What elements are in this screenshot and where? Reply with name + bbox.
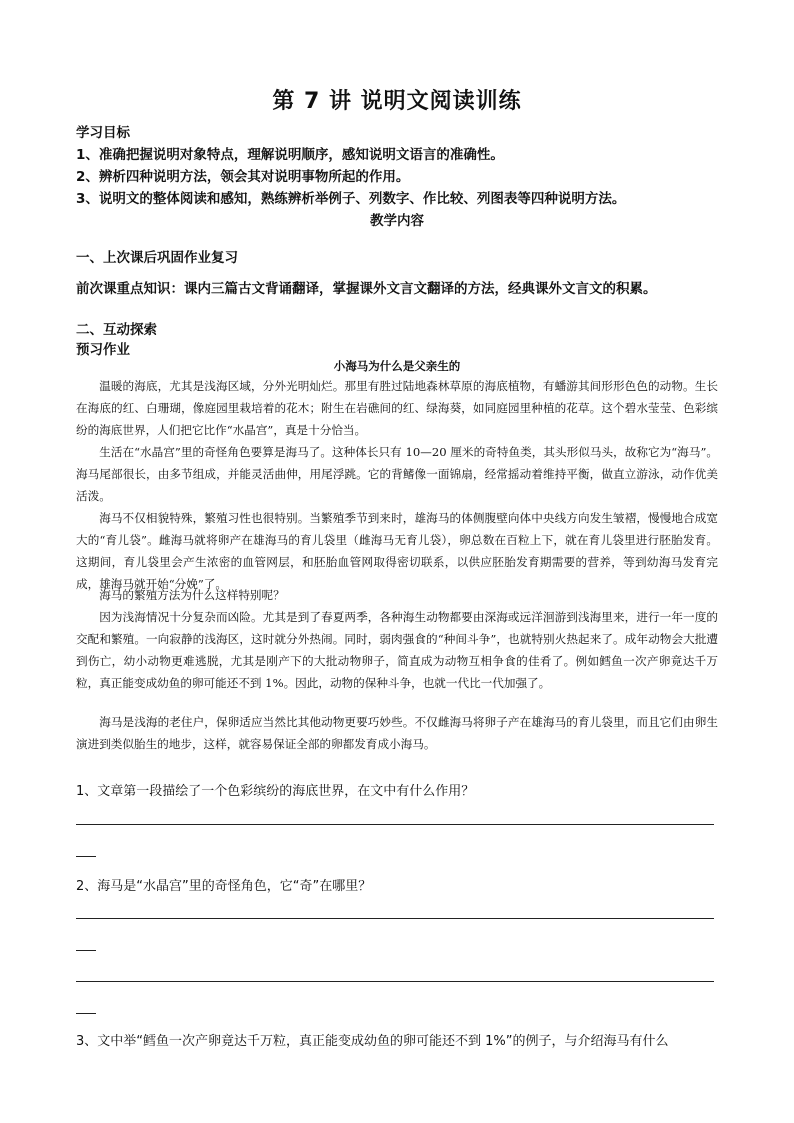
goal-item-1: 1、准确把握说明对象特点，理解说明顺序，感知说明文语言的准确性。 [76,147,504,163]
article-paragraph-2: 生活在“水晶宫”里的奇怪角色要算是海马了。这种体长只有 10—20 厘米的奇特鱼类，其头形似马头，故称它为“海马”。海马尾部很长，由多节组成，并能灵活曲伸，用尾浮跳。它的背鳍像一面锦扇，经常摇动着维持平衡，做直立游泳，动作优美活泼。 [76,445,718,503]
answer-line-end [76,856,96,857]
goal-item-2: 2、辨析四种说明方法，领会其对说明事物所起的作用。 [76,169,410,185]
answer-line-end [76,950,96,951]
article-paragraph-6: 海马是浅海的老住户，保卵适应当然比其他动物更要巧妙些。不仅雌海马将卵子产在雄海马的育儿袋里，而且它们由卵生演进到类似胎生的地步，这样，就容易保证全部的卵都发育成小海马。 [76,715,718,751]
article-title: 小海马为什么是父亲生的 [333,359,461,373]
question-2: 2、海马是“水晶宫”里的奇怪角色，它“奇”在哪里？ [76,879,372,894]
question-3: 3、文中举“鳕鱼一次产卵竟达千万粒，真正能变成幼鱼的卵可能还不到 1%”的例子，与介绍海马有什么 [76,1034,669,1049]
section-2-heading: 二、互动探索 [76,322,157,338]
answer-line [76,918,714,919]
article-paragraph-3: 海马不仅相貌特殊，繁殖习性也很特别。当繁殖季节到来时，雄海马的体侧腹壁向体中央线方向发生皱褶，慢慢地合成宽大的“育儿袋”。雌海马就将卵产在雄海马的育儿袋里（雌海马无育儿袋），卵总数在百粒上下，就在育儿袋里进行胚胎发育。这期间，育儿袋里会产生浓密的血管网层，和胚胎血管网取得密切联系，以供应胚胎发育期需要的营养，等到幼海马发育完成，雄海马就开始“分娩”了。 [76,511,718,591]
answer-line [76,981,714,982]
section-1-heading: 一、上次课后巩固作业复习 [76,250,238,266]
page-title: 第 7 讲 说明文阅读训练 [272,89,522,114]
article-paragraph-5: 因为浅海情况十分复杂而凶险。尤其是到了春夏两季，各种海生动物都要由深海或远洋洄游到浅海里来，进行一年一度的交配和繁殖。一向寂静的浅海区，这时就分外热闹。同时，弱肉强食的“种间斗争”，也就特别火热起来了。成年动物会大批遭到伤亡，幼小动物更难逃脱，尤其是刚产下的大批动物卵子，简直成为动物互相争食的佳肴了。例如鳕鱼一次产卵竟达千万粒，真正能变成幼鱼的卵可能还不到 1%。因此，动物的保种斗争，也就一代比一代加强了。 [76,610,718,690]
learning-goals-heading: 学习目标 [76,125,130,141]
question-1: 1、文章第一段描绘了一个色彩缤纷的海底世界，在文中有什么作用？ [76,784,475,799]
article-paragraph-4: 海马的繁殖方法为什么这样特别呢？ [99,588,285,602]
goal-item-3: 3、说明文的整体阅读和感知，熟练辨析举例子、列数字、作比较、列图表等四种说明方法。 [76,191,626,207]
preview-homework-heading: 预习作业 [76,342,130,358]
review-text: 前次课重点知识：课内三篇古文背诵翻译，掌握课外文言文翻译的方法，经典课外文言文的积累。 [76,281,657,297]
answer-line [76,824,714,825]
answer-line-end [76,1013,96,1014]
teaching-content-heading: 教学内容 [370,213,424,229]
article-paragraph-1: 温暖的海底，尤其是浅海区域，分外光明灿烂。那里有胜过陆地森林草原的海底植物，有蟠游其间形形色色的动物。生长在海底的红、白珊瑚，像庭园里栽培着的花木；附生在岩礁间的红、绿海葵，如同庭园里种植的花草。这个碧水莹莹、色彩缤纷的海底世界，人们把它比作“水晶宫”，真是十分恰当。 [76,379,718,437]
